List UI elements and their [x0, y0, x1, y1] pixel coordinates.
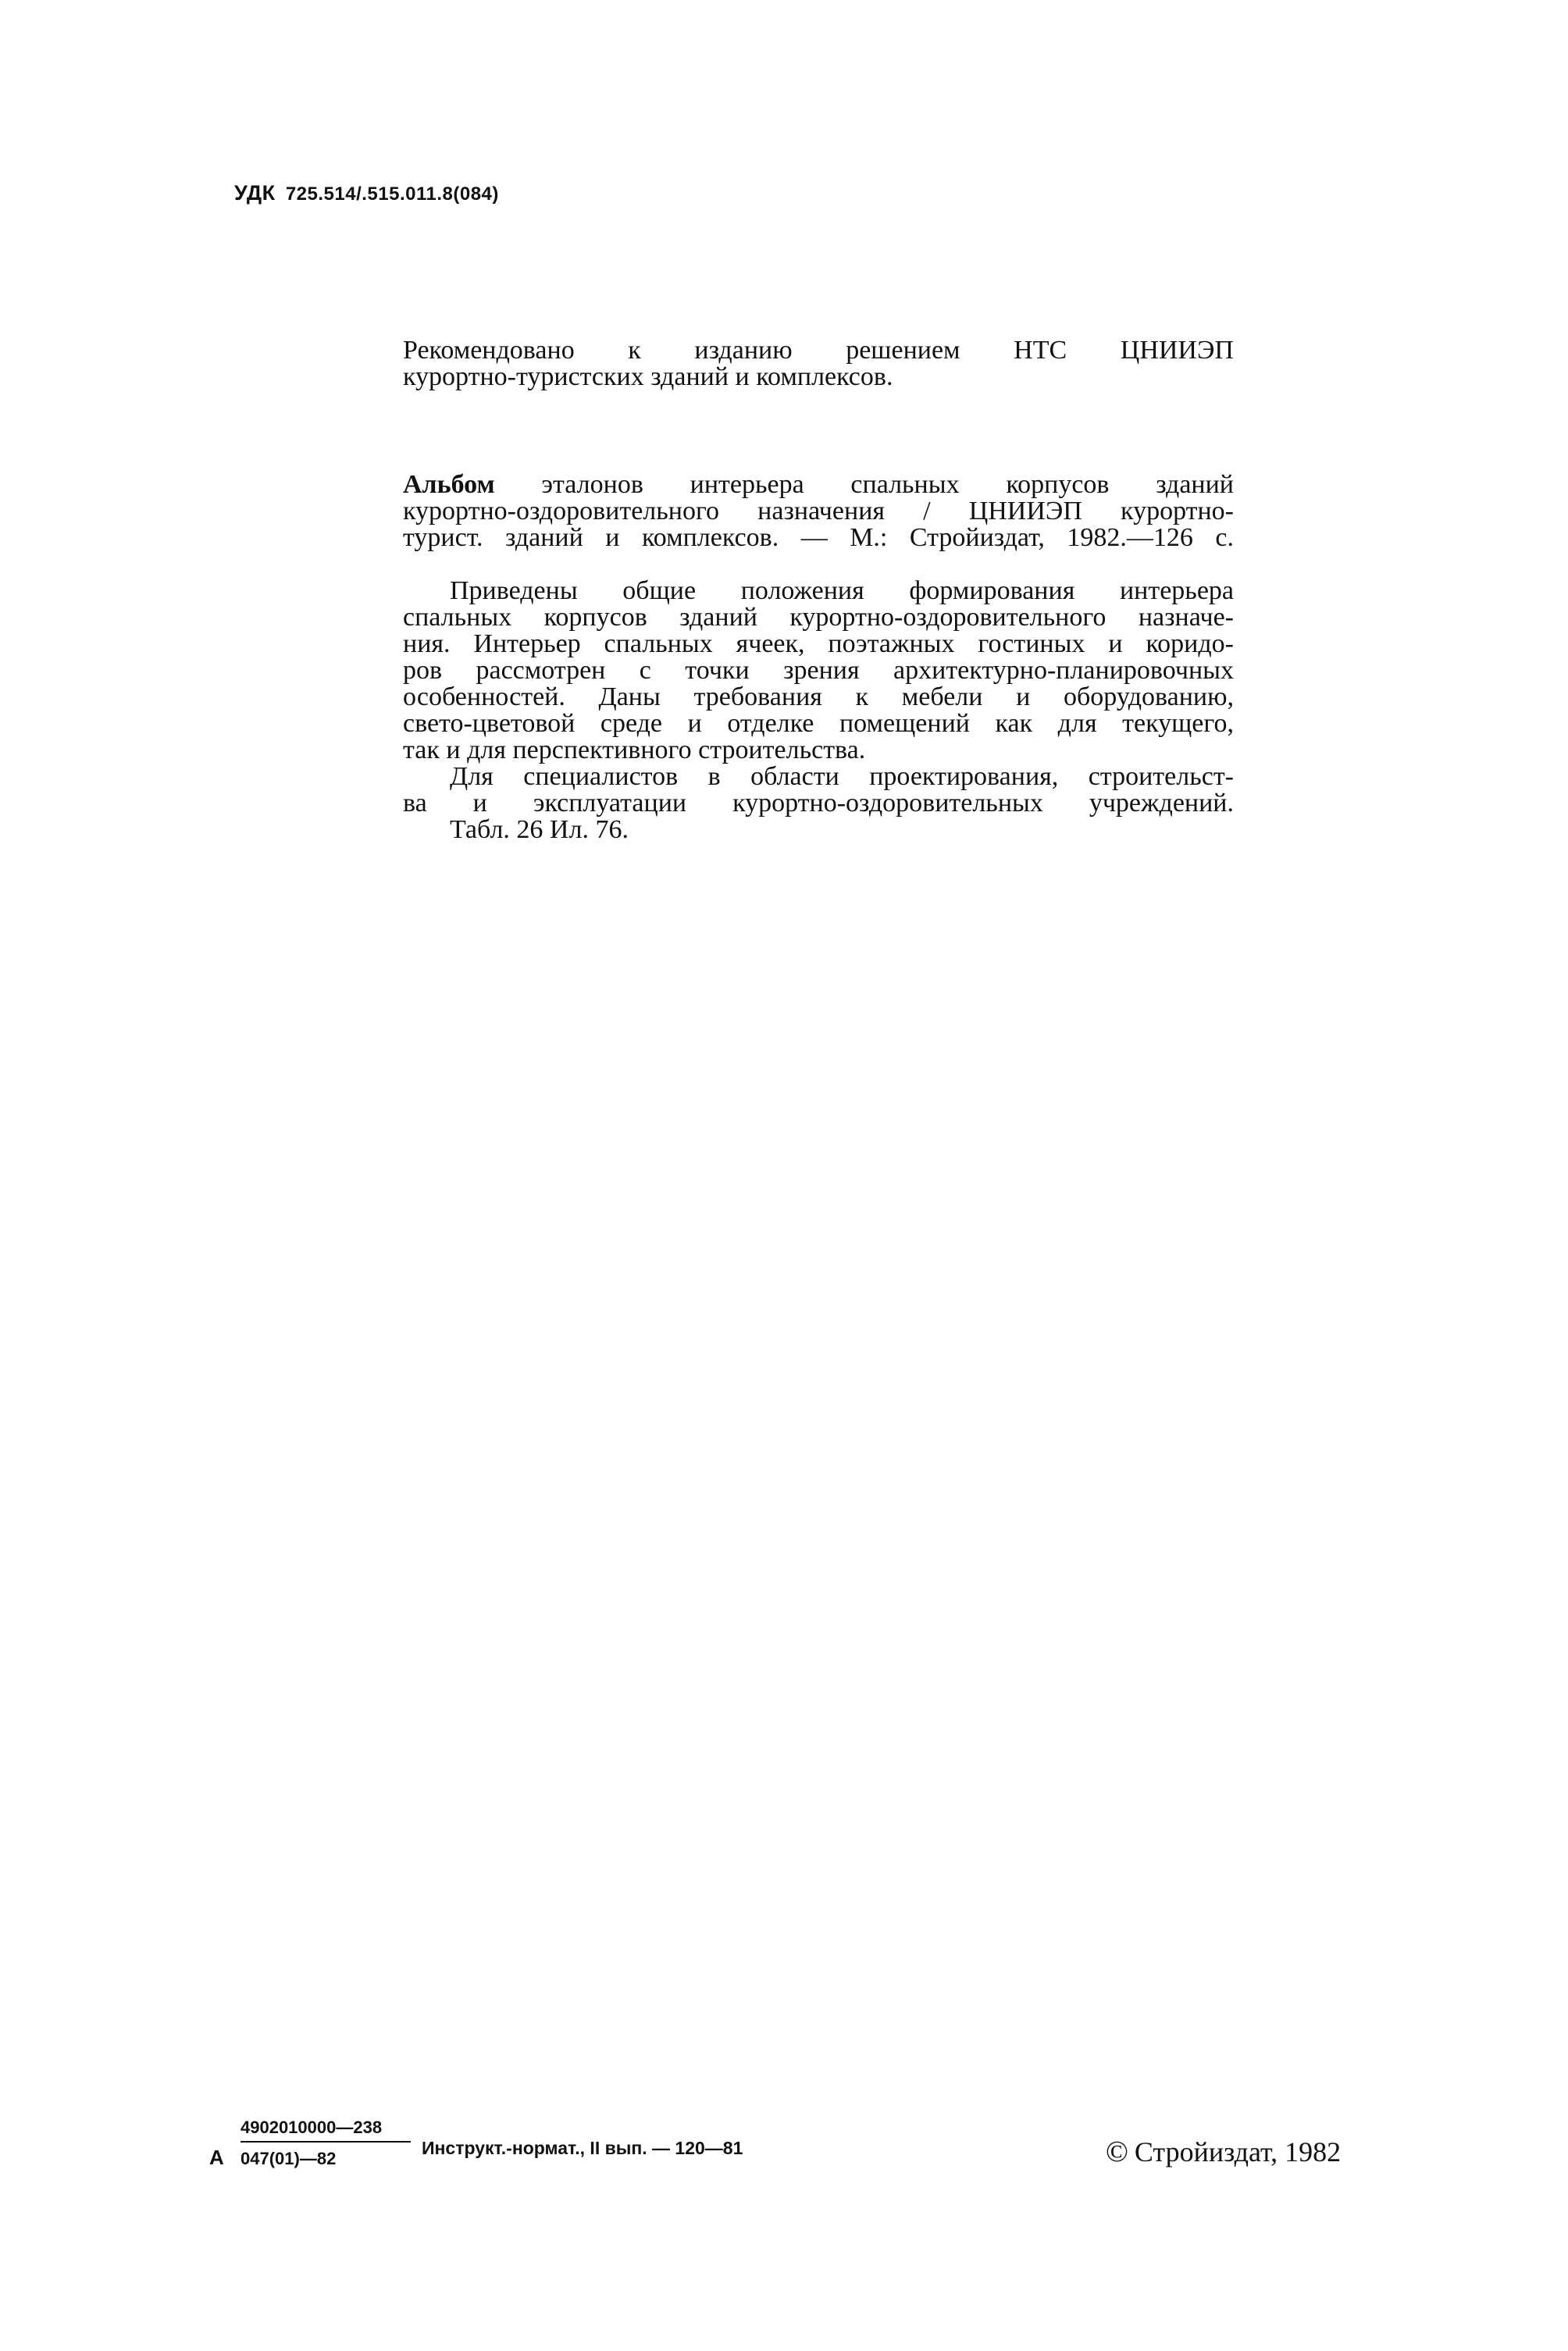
annotation-line-4: ров рассмотрен с точки зрения архитектурно-планировочных: [403, 657, 1234, 684]
footer-letter: А: [209, 2146, 224, 2169]
bibliographic-line-2: курортно-оздоровительного назначения / ЦНИИЭП курортно-: [403, 498, 1234, 525]
annotation-line-1: Приведены общие положения формирования интерьера: [450, 578, 1234, 604]
album-title-word: Альбом: [403, 472, 495, 498]
annotation-line-7: так и для перспективного строительства.: [403, 736, 866, 764]
instruction-reference: Инструкт.-нормат., II вып. — 120—81: [422, 2138, 743, 2158]
catalog-index-numerator: 4902010000—238: [241, 2118, 411, 2143]
recommendation-line-2: курортно-туристских зданий и комплексов.: [403, 362, 893, 391]
annotation-line-5: особенностей. Даны требования к мебели и оборудованию,: [403, 684, 1234, 711]
recommendation-block: [403, 337, 1234, 390]
bibliographic-line-1: [403, 472, 1234, 498]
annotation-line-3: ния. Интерьер спальных ячеек, поэтажных гостиных и коридо-: [403, 631, 1234, 657]
udk-classification: [234, 181, 499, 205]
copyright-text: Стройиздат, 1982: [1134, 2136, 1342, 2168]
udk-label: УДК: [234, 181, 276, 205]
copyright-notice: [1106, 2135, 1341, 2169]
annotation-block: [403, 578, 1234, 843]
recommendation-line-1: Рекомендовано к изданию решением НТС ЦНИИЭП: [403, 337, 1234, 364]
annotation-line-9: ва и эксплуатации курортно-оздоровительных учреждений.: [403, 790, 1234, 817]
bibliographic-description: [403, 472, 1234, 551]
bibliographic-line-1-rest: эталонов интерьера спальных корпусов зданий: [541, 472, 1234, 498]
bibliographic-line-3: турист. зданий и комплексов. — М.: Стройиздат, 1982.—126 с.: [403, 525, 1234, 551]
copyright-icon: ©: [1106, 2135, 1128, 2168]
annotation-line-6: свето-цветовой среде и отделке помещений как для текущего,: [403, 711, 1234, 737]
annotation-line-2: спальных корпусов зданий курортно-оздоровительного назначе-: [403, 604, 1234, 631]
catalog-index-fraction: [241, 2118, 411, 2169]
annotation-line-8: Для специалистов в области проектирования, строительст-: [450, 764, 1234, 790]
udk-code: 725.514/.515.011.8(084): [285, 183, 499, 205]
catalog-index-denominator: 047(01)—82: [241, 2149, 337, 2168]
annotation-line-10: Табл. 26 Ил. 76.: [450, 815, 629, 844]
